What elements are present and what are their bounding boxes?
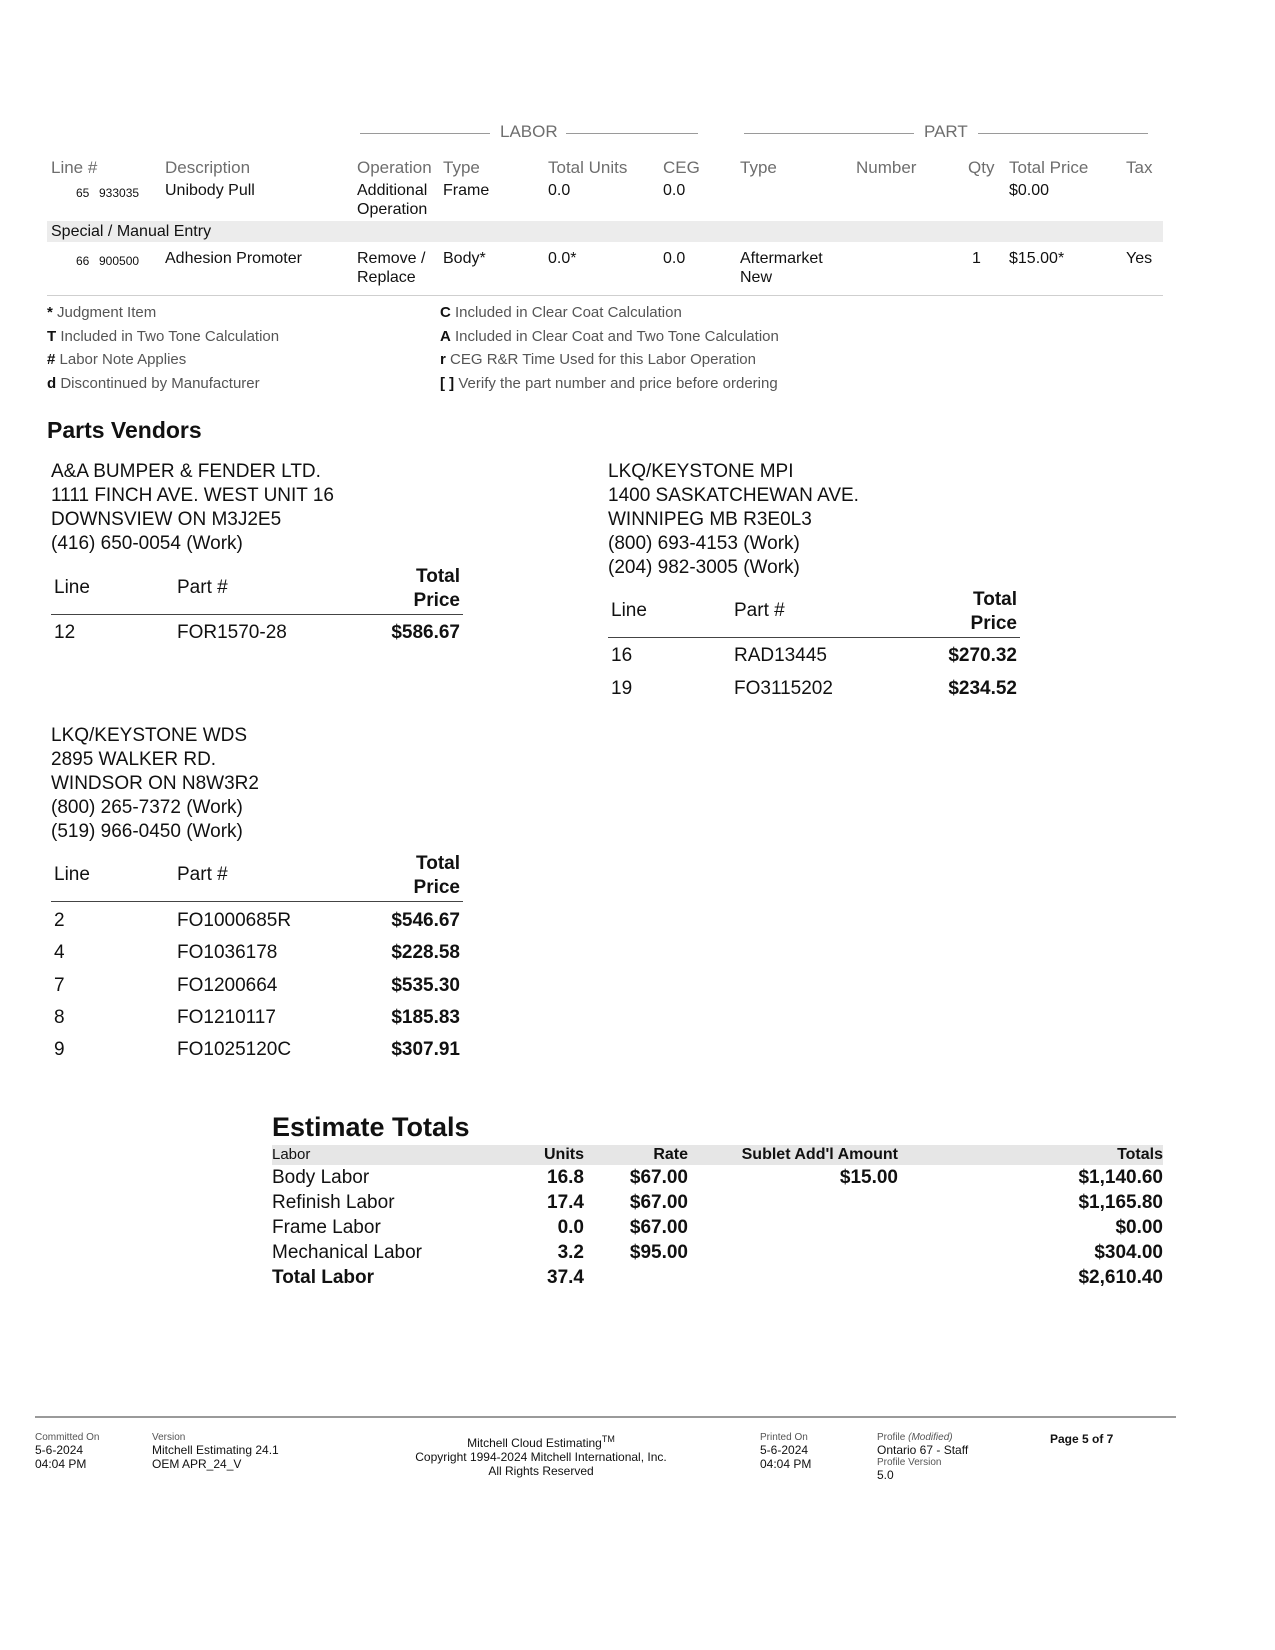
vendor-part: FO1025120C: [177, 1039, 292, 1060]
vendor-table-header: [608, 588, 1020, 638]
line-number: 66: [76, 254, 90, 268]
legend-item: r CEG R&R Time Used for this Labor Operation: [440, 351, 756, 368]
totals-rate: $67.00: [629, 1192, 688, 1213]
footer-rule: [35, 1416, 1176, 1418]
vendor-address-2: WINDSOR ON N8W3R2: [51, 773, 259, 794]
line-number: 65: [76, 186, 90, 200]
table-row: [272, 1240, 1163, 1266]
vendor-table-header: [51, 852, 463, 902]
part-group-header: PART: [924, 122, 968, 141]
line-ceg: 0.0: [663, 250, 686, 267]
vendor-address-1: 2895 WALKER RD.: [51, 749, 217, 770]
footer-committed: Committed On 5-6-2024 04:04 PM: [35, 1432, 100, 1471]
line-qty: 1: [972, 250, 981, 267]
totals-amount: $0.00: [1115, 1217, 1163, 1238]
vendor-price: $185.83: [391, 1007, 460, 1028]
totals-units: 0.0: [557, 1217, 584, 1238]
line-operation-2: Replace: [357, 269, 416, 286]
special-section-band: [47, 221, 1163, 242]
vendor-part: FO1000685R: [177, 910, 292, 931]
line-description: Unibody Pull: [165, 182, 255, 199]
table-row: [51, 1039, 463, 1063]
vendor-price: $270.32: [948, 645, 1017, 666]
vendor-address-1: 1111 FINCH AVE. WEST UNIT 16: [51, 485, 334, 506]
vendor-price: $234.52: [948, 678, 1017, 699]
total-labor-amount: $2,610.40: [1078, 1267, 1163, 1288]
vendor-line: 19: [611, 678, 633, 699]
vendor-address-2: DOWNSVIEW ON M3J2E5: [51, 509, 282, 530]
special-section-label: Special / Manual Entry: [51, 223, 212, 240]
col-description: Description: [165, 158, 251, 177]
totals-rate: $95.00: [629, 1242, 688, 1263]
vendor-part: FO1210117: [177, 1007, 276, 1028]
vendor-col-line: Line: [54, 577, 90, 598]
legend-right: [440, 301, 860, 395]
totals-col-totals: Totals: [1117, 1146, 1163, 1163]
vendor-col-total: Total Price: [413, 853, 460, 898]
table-row: [272, 1190, 1163, 1216]
totals-col-units: Units: [544, 1146, 584, 1163]
totals-col-rate: Rate: [653, 1146, 688, 1163]
vendor-address-1: 1400 SASKATCHEWAN AVE.: [608, 485, 859, 506]
vendor-price: $546.67: [391, 910, 460, 931]
vendor-price: $586.67: [391, 622, 460, 643]
vendor-table-header: [51, 565, 463, 615]
vendor-phone: (800) 693-4153 (Work): [608, 533, 800, 554]
totals-amount: $1,165.80: [1078, 1192, 1163, 1213]
total-labor-row: [272, 1265, 1163, 1291]
estimate-totals-header: [272, 1145, 1163, 1165]
col-part-type: Type: [740, 158, 777, 177]
totals-rate: $67.00: [629, 1167, 688, 1188]
totals-amount: $304.00: [1094, 1242, 1163, 1263]
vendor-part: RAD13445: [734, 645, 827, 666]
col-line: Line #: [51, 158, 98, 177]
vendor-part: FOR1570-28: [177, 622, 287, 643]
vendor-col-total: Total Price: [970, 589, 1017, 634]
line-total-price: $15.00*: [1009, 250, 1065, 267]
labor-rule-left: [360, 133, 490, 134]
line-part-type-2: New: [740, 269, 773, 286]
vendor-phone: (204) 982-3005 (Work): [608, 557, 800, 578]
table-row: [51, 910, 463, 934]
totals-label: Mechanical Labor: [272, 1242, 422, 1263]
vendor-phone: (416) 650-0054 (Work): [51, 533, 243, 554]
legend-item: T Included in Two Tone Calculation: [47, 327, 280, 345]
legend-item: # Labor Note Applies: [47, 351, 187, 368]
table-row: [272, 1165, 1163, 1191]
vendor-block: [51, 724, 471, 844]
total-labor-label: Total Labor: [272, 1267, 375, 1288]
line-description: Adhesion Promoter: [165, 250, 302, 267]
footer-copyright: Mitchell Cloud Estimating™ Copyright 1994-2024 Mitchell International, Inc. All Rights Reserved: [415, 1434, 667, 1478]
page-number: Page 5 of 7: [1050, 1432, 1114, 1446]
line-tax: Yes: [1126, 250, 1153, 267]
col-total-price: Total Price: [1009, 158, 1089, 177]
vendor-col-part: Part #: [177, 577, 228, 598]
table-row: [51, 622, 463, 646]
col-ceg: CEG: [663, 158, 700, 177]
vendor-price: $228.58: [391, 942, 460, 963]
labor-rule-right: [566, 133, 698, 134]
totals-units: 3.2: [557, 1242, 584, 1263]
table-bottom-rule: [47, 295, 1163, 296]
vendor-col-total: Total Price: [413, 566, 460, 611]
vendor-name: LKQ/KEYSTONE WDS: [51, 725, 248, 746]
vendor-col-line: Line: [611, 600, 647, 621]
part-rule-left: [744, 133, 914, 134]
vendor-block: [51, 460, 471, 556]
vendor-price: $307.91: [391, 1039, 460, 1060]
vendor-price: $535.30: [391, 975, 460, 996]
totals-sublet: $15.00: [839, 1167, 898, 1188]
totals-col-sublet: Sublet Add'l Amount: [741, 1146, 898, 1163]
vendor-line: 7: [54, 975, 65, 996]
line-code: 900500: [99, 254, 140, 268]
col-labor-type: Type: [443, 158, 480, 177]
line-labor-type: Body*: [443, 250, 486, 267]
table-row: [51, 942, 463, 966]
col-number: Number: [856, 158, 917, 177]
totals-col-labor: Labor: [272, 1146, 311, 1163]
col-qty: Qty: [968, 158, 995, 177]
table-row: [608, 678, 1020, 702]
totals-rate: $67.00: [629, 1217, 688, 1238]
vendor-col-part: Part #: [734, 600, 785, 621]
legend-item: [ ] Verify the part number and price before ordering: [440, 374, 778, 392]
col-tax: Tax: [1126, 158, 1153, 177]
line-labor-type: Frame: [443, 182, 490, 199]
line-total-units: 0.0: [548, 182, 571, 199]
totals-units: 16.8: [547, 1167, 584, 1188]
footer-version: Version Mitchell Estimating 24.1 OEM APR_24_V: [152, 1432, 279, 1471]
line-operation: Additional: [357, 182, 428, 199]
line-ceg: 0.0: [663, 182, 686, 199]
vendor-col-part: Part #: [177, 864, 228, 885]
vendor-line: 4: [54, 942, 65, 963]
table-row: [51, 975, 463, 999]
vendor-col-line: Line: [54, 864, 90, 885]
vendor-part: FO3115202: [734, 678, 833, 699]
vendor-part: FO1036178: [177, 942, 278, 963]
vendor-name: LKQ/KEYSTONE MPI: [608, 461, 794, 482]
footer-profile: Profile (Modified) Ontario 67 - Staff Profile Version 5.0: [877, 1432, 969, 1482]
totals-units: 17.4: [547, 1192, 584, 1213]
vendor-address-2: WINNIPEG MB R3E0L3: [608, 509, 812, 530]
line-total-price: $0.00: [1009, 182, 1050, 199]
vendor-phone: (519) 966-0450 (Work): [51, 821, 243, 842]
vendor-name: A&A BUMPER & FENDER LTD.: [51, 461, 321, 482]
legend-item: C Included in Clear Coat Calculation: [440, 304, 682, 321]
vendor-phone: (800) 265-7372 (Work): [51, 797, 243, 818]
footer-printed: Printed On 5-6-2024 04:04 PM: [760, 1432, 812, 1471]
line-operation-2: Operation: [357, 201, 428, 218]
vendor-line: 12: [54, 622, 76, 643]
totals-amount: $1,140.60: [1078, 1167, 1163, 1188]
vendor-line: 9: [54, 1039, 65, 1060]
line-code: 933035: [99, 186, 140, 200]
line-total-units: 0.0*: [548, 250, 577, 267]
table-row: [272, 1215, 1163, 1241]
totals-label: Body Labor: [272, 1167, 370, 1188]
line-part-type: Aftermarket: [740, 250, 823, 267]
estimate-totals-title: Estimate Totals: [272, 1112, 470, 1142]
part-rule-right: [978, 133, 1148, 134]
vendor-line: 8: [54, 1007, 65, 1028]
table-row: [608, 645, 1020, 669]
legend-item: d Discontinued by Manufacturer: [47, 374, 260, 392]
vendor-part: FO1200664: [177, 975, 278, 996]
total-labor-units: 37.4: [547, 1267, 584, 1288]
vendor-line: 2: [54, 910, 65, 931]
legend-item: * Judgment Item: [47, 304, 157, 321]
line-operation: Remove /: [357, 250, 426, 267]
vendor-line: 16: [611, 645, 633, 666]
parts-vendors-title: Parts Vendors: [47, 417, 202, 443]
vendor-block: [608, 460, 1028, 580]
legend-item: A Included in Clear Coat and Two Tone Calculation: [440, 327, 779, 345]
labor-group-header: LABOR: [500, 122, 558, 141]
col-total-units: Total Units: [548, 158, 628, 177]
table-row: [51, 1007, 463, 1031]
col-operation: Operation: [357, 158, 432, 177]
totals-label: Frame Labor: [272, 1217, 381, 1238]
totals-label: Refinish Labor: [272, 1192, 395, 1213]
legend-left: [47, 301, 427, 395]
